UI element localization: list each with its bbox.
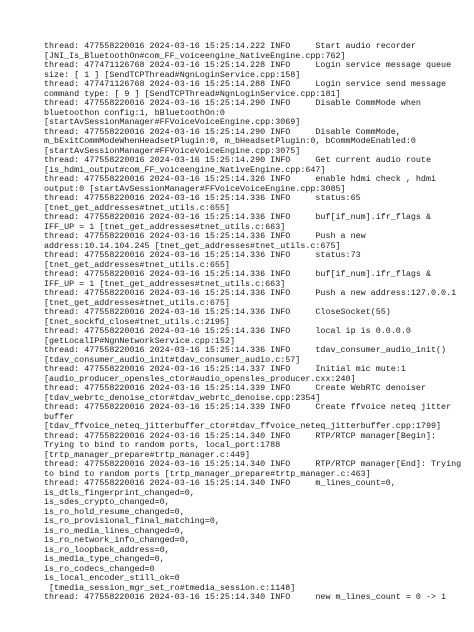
log-line: thread: 477558220016 2024-03-16 15:25:14.339 INFO Create WebRTC denoiser [44,383,426,393]
log-line: [startAvSessionManager#FFVoiceVoiceEngine.cpp:3069] [44,117,301,127]
log-line: [tmedia_session_mgr_set_ro#tmedia_session.c:1148] [44,582,296,593]
log-line: output:0 [startAvSessionManager#FFVoiceVoiceEngine.cpp:3085] [44,183,346,194]
log-line: is_local_encoder_still_ok=0 [44,573,180,583]
log-line: [tdav_consumer_audio_init#tdav_consumer_audio.c:57] [44,354,301,365]
log-line: thread: 477558220016 2024-03-16 15:25:14.340 INFO RTP/RTCP manager[Begin]: [44,430,437,441]
log-line: [tdav_webrtc_denoise_ctor#tdav_webrtc_denoise.cpp:2354] [44,392,321,403]
log-line: thread: 477558220016 2024-03-16 15:25:14.340 INFO m_lines_count=0, [44,478,396,488]
log-line: [tdav_ffvoice_neteq_jitterbuffer_ctor#tdav_ffvoice_neteq_jitterbuffer.cpp:1799] [44,421,442,431]
log-line: is_ro_network_info_changed=0, [44,535,190,545]
log-line: thread: 477558220016 2024-03-16 15:25:14.290 INFO Get current audio route [44,155,431,165]
log-line: thread: 477558220016 2024-03-16 15:25:14.336 INFO Push a new [44,231,366,241]
log-line: [trtp_manager_prepare#trtp_manager.c:449] [44,449,251,460]
log-line: IFF_UP = 1 [tnet_get_addresses#tnet_utils.c:663] [44,278,286,289]
log-line: thread: 477558220016 2024-03-16 15:25:14.222 INFO Start audio recorder [44,41,416,51]
log-line: is_ro_hold_resume_changed=0, [44,506,185,517]
log-line: thread: 477558220016 2024-03-16 15:25:14.336 INFO buf[if_num].ifr_flags & [44,212,431,222]
log-line: command type: [ 9 ] [SendTCPThread#NgnLoginService.cpp:181] [44,88,341,99]
log-line: [is_hdmi_output#com_FF_voiceengine_NativeEngine.cpp:647] [44,164,326,175]
log-line: thread: 477558220016 2024-03-16 15:25:14.290 INFO Disable CommMode, [44,126,401,137]
log-line: [tnet_sockfd_close#tnet_utils.c:2195] [44,316,230,327]
log-line: thread: 477471126768 2024-03-16 15:25:14.288 INFO Login service send message [44,79,447,89]
log-line: thread: 477558220016 2024-03-16 15:25:14.340 INFO new m_lines_count = 0 -> 1 [44,592,447,602]
log-line: [audio_producer_opensles_ctor#audio_opensles_producer.cxx:240] [44,373,356,384]
log-line: address:10.14.104.245 [tnet_get_addresses#tnet_utils.c:675] [44,240,341,251]
log-line: thread: 477558220016 2024-03-16 15:25:14.336 INFO tdav_consumer_audio_init() [44,345,447,355]
log-line: thread: 477558220016 2024-03-16 15:25:14.340 INFO RTP/RTCP manager[End]: Trying [44,459,462,469]
log-line: is_dtls_fingerprint_changed=0, [44,487,195,498]
log-line: is_ro_codecs_changed=0 [44,563,155,574]
log-line: thread: 477558220016 2024-03-16 15:25:14.337 INFO Initial mic mute:1 [44,364,406,374]
log-line: is_ro_provisional_final_matching=0, [44,516,220,526]
log-line: thread: 477558220016 2024-03-16 15:25:14.336 INFO status:73 [44,250,361,260]
log-line: thread: 477558220016 2024-03-16 15:25:14.326 INFO enable hdmi check , hdmi [44,174,437,184]
log-line: bluetoothon config:1, bBluetoothOn:0 [44,107,225,118]
log-line: [JNI_Is_BluetoothOn#com_FF_voiceengine_NativeEngine.cpp:762] [44,50,346,61]
log-line: size: [ 1 ] [SendTCPThread#NgnLoginService.cpp:158] [44,69,301,80]
log-line: thread: 477558220016 2024-03-16 15:25:14.336 INFO buf[if_num].ifr_flags & [44,269,431,279]
log-line: thread: 477558220016 2024-03-16 15:25:14.336 INFO local ip is 0.0.0.0 [44,326,411,336]
log-line: is_ro_loopback_address=0, [44,544,170,555]
log-line: is_media_type_changed=0, [44,554,165,564]
log-line: Trying to bind to random ports, local_port:1788 [44,440,281,450]
log-line: thread: 477471126768 2024-03-16 15:25:14.228 INFO Login service message queue [44,60,452,70]
log-line: thread: 477558220016 2024-03-16 15:25:14.336 INFO Push a new address:127.0.0.1 [44,288,457,298]
log-line: thread: 477558220016 2024-03-16 15:25:14.290 INFO Disable CommMode when [44,98,421,108]
log-line: buffer [44,411,75,422]
log-line: [startAvSessionManager#FFVoiceVoiceEngine.cpp:3075] [44,145,301,156]
log-line: thread: 477558220016 2024-03-16 15:25:14.336 INFO status:65 [44,193,361,203]
log-output [44,42,470,603]
log-line: is_ro_media_lines_changed=0, [44,525,185,536]
log-line: IFF_UP = 1 [tnet_get_addresses#tnet_utils.c:663] [44,221,286,232]
log-line: [tnet_get_addresses#tnet_utils.c:675] [44,297,230,308]
log-line: [getLocalIP#NgnNetworkService.cpp:152] [44,335,235,346]
log-line: is_sdes_crypto_changed=0, [44,497,170,507]
log-line: m_bExitCommModeWhenHeadsetPlugin:0, m_bHeadsetPlugin:0, bCommModeEnabled:0 [44,136,416,146]
log-line: [tnet_get_addresses#tnet_utils.c:655] [44,202,230,213]
log-line: thread: 477558220016 2024-03-16 15:25:14.336 INFO CloseSocket(55) [44,307,391,317]
log-line: thread: 477558220016 2024-03-16 15:25:14.339 INFO Create ffvoice neteq jitter [44,402,452,412]
log-line: [tnet_get_addresses#tnet_utils.c:655] [44,259,230,270]
log-line: to bind to random ports [trtp_manager_prepare#trtp_manager.c:463] [44,468,371,479]
